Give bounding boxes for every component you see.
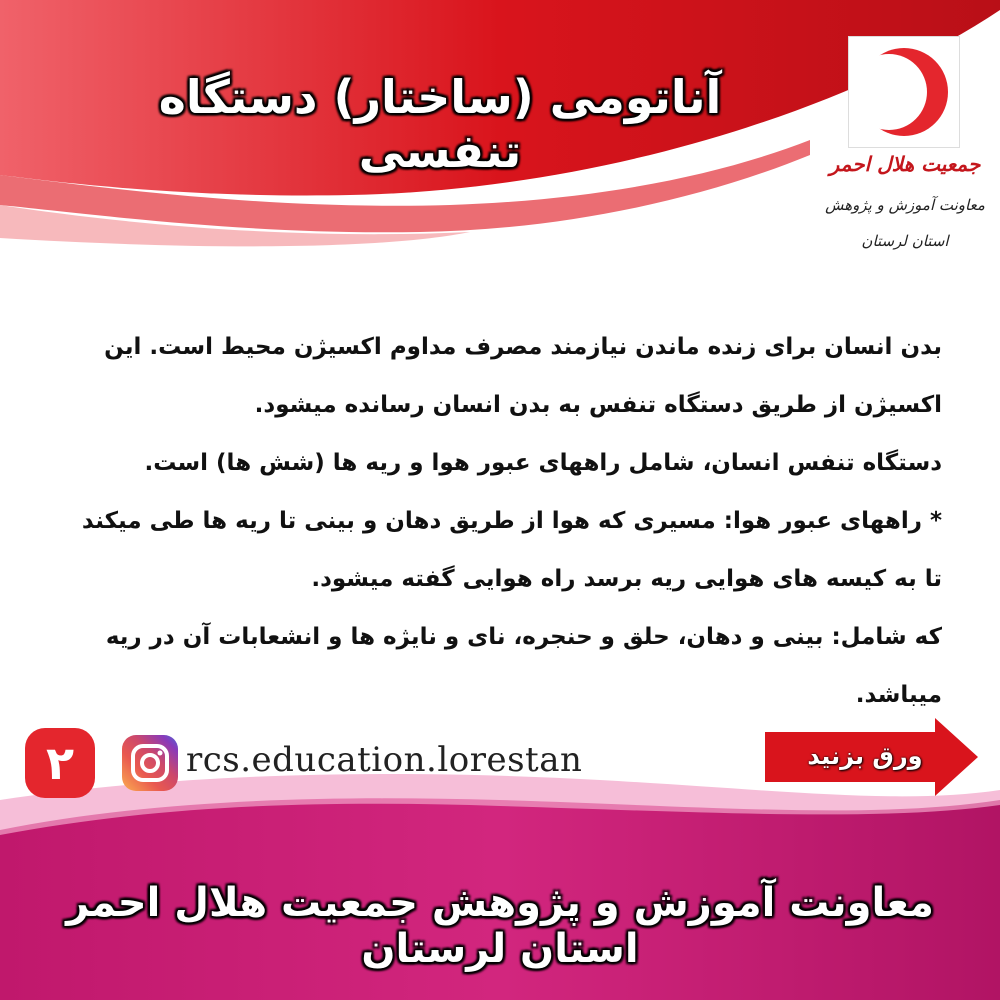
org-department: معاونت آموزش و پژوهش (825, 196, 985, 214)
page-title: آناتومی (ساختار) دستگاه تنفسی (158, 70, 722, 178)
org-name: جمعیت هلال احمر (829, 152, 981, 176)
page-number-badge: ۲ (25, 728, 95, 798)
footer-title: معاونت آموزش و پژوهش جمعیت هلال احمر استان لرستان (66, 880, 934, 972)
paragraph: * راههای عبور هوا: مسیری که هوا از طریق دهان و بینی تا ریه ها طی میکند تا به کیسه های هوایی ریه برسد راه هوایی گفته میشود. (81, 508, 942, 592)
red-crescent-icon (849, 37, 959, 147)
article-body (62, 318, 942, 724)
logo (848, 36, 960, 148)
org-province: استان لرستان (861, 232, 949, 250)
paragraph: که شامل: بینی و دهان، حلق و حنجره، نای و نایژه ها و انشعابات آن در ریه میباشد. (105, 624, 942, 708)
instagram-handle[interactable]: rcs.education.lorestan (186, 740, 583, 780)
swipe-button[interactable]: ورق بزنید (807, 742, 923, 770)
paragraph: دستگاه تنفس انسان، شامل راههای عبور هوا و ریه ها (شش ها) است. (144, 450, 942, 476)
instagram-icon[interactable] (122, 735, 178, 791)
paragraph: بدن انسان برای زنده ماندن نیازمند مصرف مداوم اکسیژن محیط است. این اکسیژن از طریق دستگاه تنفس به بدن انسان رسانده میشود. (104, 334, 942, 418)
